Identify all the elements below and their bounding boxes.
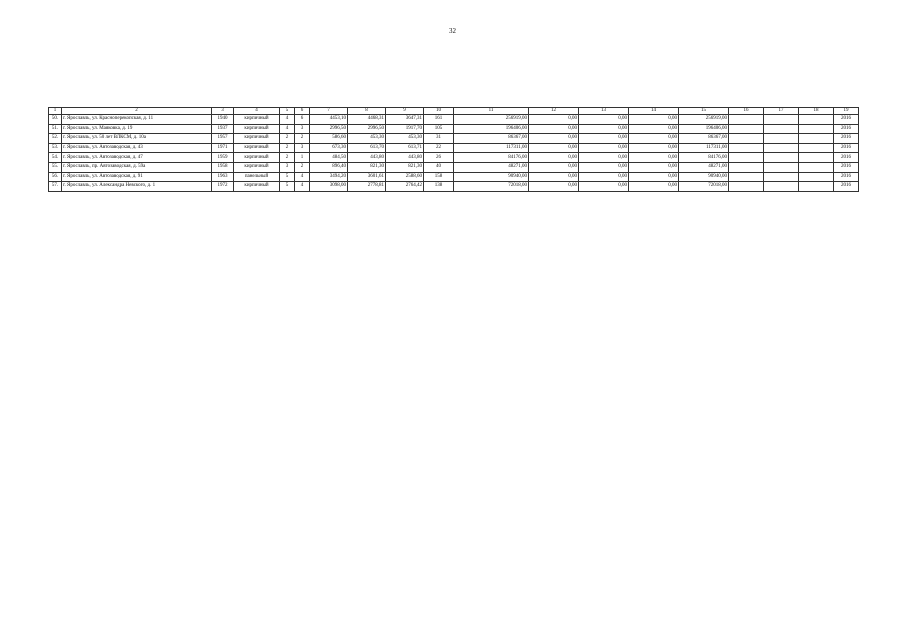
table-cell: 2 xyxy=(295,162,310,172)
table-cell: 2 xyxy=(280,143,295,153)
page-number: 32 xyxy=(449,27,456,35)
table-cell xyxy=(799,134,834,144)
table-cell: 2588,60 xyxy=(386,172,424,182)
table-cell: 54. xyxy=(49,153,62,163)
column-number-row xyxy=(49,108,859,115)
column-number: 6 xyxy=(295,108,310,115)
table-cell xyxy=(729,134,764,144)
column-number: 10 xyxy=(424,108,454,115)
table-cell: 2016 xyxy=(834,134,859,144)
table-cell: 84176,00 xyxy=(679,153,729,163)
table-cell: 0,00 xyxy=(629,172,679,182)
table-cell: 72018,00 xyxy=(679,182,729,192)
table-cell: 90940,00 xyxy=(454,172,529,182)
column-number: 2 xyxy=(62,108,212,115)
address-cell: г. Ярославль, ул. Красноперекопская, д. 11 xyxy=(62,115,212,125)
table-cell: 26 xyxy=(424,153,454,163)
table-cell: 453,30 xyxy=(348,134,386,144)
table-cell: 0,00 xyxy=(579,153,629,163)
table-cell: 117311,00 xyxy=(679,143,729,153)
table-cell: 1958 xyxy=(212,162,234,172)
table-cell: 0,00 xyxy=(629,124,679,134)
table-cell: 0,00 xyxy=(529,134,579,144)
table-cell: 0,00 xyxy=(629,134,679,144)
table-row xyxy=(49,182,859,192)
table-cell: 586,60 xyxy=(310,134,348,144)
table-cell: 0,00 xyxy=(529,115,579,125)
table-cell: 161 xyxy=(424,115,454,125)
table-cell: 0,00 xyxy=(579,143,629,153)
column-number: 19 xyxy=(834,108,859,115)
table-cell xyxy=(799,124,834,134)
table-cell: 256919,00 xyxy=(454,115,529,125)
table-cell: 56. xyxy=(49,172,62,182)
table-cell: 0,00 xyxy=(529,172,579,182)
table-cell: 4468,31 xyxy=(348,115,386,125)
table-cell: 3098,00 xyxy=(310,182,348,192)
table-cell: 0,00 xyxy=(629,182,679,192)
column-number: 13 xyxy=(579,108,629,115)
table-cell xyxy=(764,143,799,153)
table-cell: 4 xyxy=(295,182,310,192)
address-cell: г. Ярославль, ул. Маяковка, д. 19 xyxy=(62,124,212,134)
table-cell: 1917,70 xyxy=(386,124,424,134)
table-cell: 3 xyxy=(295,124,310,134)
table-cell: 1971 xyxy=(212,143,234,153)
column-number: 7 xyxy=(310,108,348,115)
table-cell xyxy=(799,182,834,192)
table-cell: 4453,10 xyxy=(310,115,348,125)
column-number: 15 xyxy=(679,108,729,115)
table-cell: 443,80 xyxy=(386,153,424,163)
table-row xyxy=(49,162,859,172)
column-number: 5 xyxy=(280,108,295,115)
table-cell: 2778,81 xyxy=(348,182,386,192)
address-cell: г. Ярославль, ул. 50 лет ВЛКСМ, д. 10а xyxy=(62,134,212,144)
column-number: 16 xyxy=(729,108,764,115)
housing-register-table xyxy=(48,107,859,192)
table-cell: 117311,00 xyxy=(454,143,529,153)
table-row xyxy=(49,124,859,134)
address-cell: г. Ярославль, пр. Автозаводская, д. 59а xyxy=(62,162,212,172)
table-cell: 2016 xyxy=(834,153,859,163)
table-cell: 2996,50 xyxy=(310,124,348,134)
table-cell: 2 xyxy=(295,134,310,144)
table-cell: 3 xyxy=(280,162,295,172)
table-cell: 484,50 xyxy=(310,153,348,163)
table-row xyxy=(49,172,859,182)
table-row xyxy=(49,143,859,153)
table-row xyxy=(49,115,859,125)
table-cell: 0,00 xyxy=(529,143,579,153)
table-cell: 40 xyxy=(424,162,454,172)
table-cell: 105 xyxy=(424,124,454,134)
table-cell: 1957 xyxy=(212,134,234,144)
table-cell: 0,00 xyxy=(579,124,629,134)
table-cell: 0,00 xyxy=(579,182,629,192)
table-cell xyxy=(799,162,834,172)
table-cell: кирпичный xyxy=(234,162,280,172)
table-cell xyxy=(729,172,764,182)
table-cell: 0,00 xyxy=(579,115,629,125)
table-cell xyxy=(764,124,799,134)
table-row xyxy=(49,134,859,144)
column-number: 14 xyxy=(629,108,679,115)
table-cell: 896,40 xyxy=(310,162,348,172)
table-cell: 613,70 xyxy=(348,143,386,153)
table-cell: 55. xyxy=(49,162,62,172)
column-number: 3 xyxy=(212,108,234,115)
table-cell: 1940 xyxy=(212,115,234,125)
column-number: 12 xyxy=(529,108,579,115)
table-cell: 0,00 xyxy=(629,143,679,153)
table-cell: 0,00 xyxy=(529,124,579,134)
table-cell: панельный xyxy=(234,172,280,182)
table-cell: 158 xyxy=(424,172,454,182)
table-cell: 138 xyxy=(424,182,454,192)
table-cell: 3601,61 xyxy=(348,172,386,182)
table-cell: 90940,00 xyxy=(679,172,729,182)
table-cell xyxy=(799,153,834,163)
table-cell: 1963 xyxy=(212,172,234,182)
table-cell xyxy=(729,115,764,125)
table-cell xyxy=(799,172,834,182)
table-cell xyxy=(729,124,764,134)
column-number: 18 xyxy=(799,108,834,115)
table-cell: 673,30 xyxy=(310,143,348,153)
table-cell: 3 xyxy=(295,143,310,153)
table-cell: 0,00 xyxy=(529,153,579,163)
table-cell: 0,00 xyxy=(529,162,579,172)
table-cell: 0,00 xyxy=(579,134,629,144)
table-cell: 50. xyxy=(49,115,62,125)
table-cell xyxy=(799,115,834,125)
table-cell xyxy=(764,153,799,163)
table-cell: 1959 xyxy=(212,153,234,163)
table-cell: 3494,20 xyxy=(310,172,348,182)
address-cell: г. Ярославль, ул. Автозаводская, д. 47 xyxy=(62,153,212,163)
table-cell: 0,00 xyxy=(629,153,679,163)
table-cell: 196406,00 xyxy=(679,124,729,134)
table-cell: 2764,42 xyxy=(386,182,424,192)
table-cell: 1937 xyxy=(212,124,234,134)
table-cell: 52. xyxy=(49,134,62,144)
column-number: 9 xyxy=(386,108,424,115)
table-cell: 2016 xyxy=(834,124,859,134)
table-cell: 2016 xyxy=(834,162,859,172)
table-cell: 48271,00 xyxy=(679,162,729,172)
address-cell: г. Ярославль, ул. Александра Невского, д. 1 xyxy=(62,182,212,192)
table-cell xyxy=(729,153,764,163)
table-cell: кирпичный xyxy=(234,143,280,153)
table-cell xyxy=(764,182,799,192)
column-number: 8 xyxy=(348,108,386,115)
table-cell: 4 xyxy=(280,124,295,134)
address-cell: г. Ярославль, ул. Автозаводская, д. 43 xyxy=(62,143,212,153)
table-cell: 31 xyxy=(424,134,454,144)
table-cell: 6 xyxy=(295,115,310,125)
column-number: 1 xyxy=(49,108,62,115)
table-cell: 4 xyxy=(280,115,295,125)
table-cell: 84176,00 xyxy=(454,153,529,163)
table-cell xyxy=(764,134,799,144)
table-cell xyxy=(799,143,834,153)
table-cell: 821,30 xyxy=(386,162,424,172)
table-cell: 821,30 xyxy=(348,162,386,172)
table-cell: 2016 xyxy=(834,115,859,125)
table-row xyxy=(49,153,859,163)
table-cell: кирпичный xyxy=(234,182,280,192)
table-cell: кирпичный xyxy=(234,124,280,134)
table-cell: 2016 xyxy=(834,182,859,192)
table-cell: 1972 xyxy=(212,182,234,192)
column-number: 4 xyxy=(234,108,280,115)
table-cell: 86367,00 xyxy=(454,134,529,144)
table-cell: 86367,00 xyxy=(679,134,729,144)
table-cell: 1 xyxy=(295,153,310,163)
table-cell: 5 xyxy=(280,182,295,192)
table-cell: 2 xyxy=(280,134,295,144)
table-cell: 48271,00 xyxy=(454,162,529,172)
table-cell: 22 xyxy=(424,143,454,153)
table-cell: 0,00 xyxy=(629,162,679,172)
table-cell: кирпичный xyxy=(234,115,280,125)
table-cell: 5 xyxy=(280,172,295,182)
table-cell: 0,00 xyxy=(529,182,579,192)
table-cell: 0,00 xyxy=(579,162,629,172)
table-cell: 2016 xyxy=(834,143,859,153)
table-cell xyxy=(764,115,799,125)
table-cell: 2996,50 xyxy=(348,124,386,134)
table-cell: 453,30 xyxy=(386,134,424,144)
address-cell: г. Ярославль, ул. Автозаводская, д. 91 xyxy=(62,172,212,182)
table-cell: 2016 xyxy=(834,172,859,182)
table-cell xyxy=(729,143,764,153)
table-cell: 0,00 xyxy=(629,115,679,125)
table-cell: 57. xyxy=(49,182,62,192)
table-cell: 72018,00 xyxy=(454,182,529,192)
table-cell: 3647,31 xyxy=(386,115,424,125)
column-number: 11 xyxy=(454,108,529,115)
table-cell: 0,00 xyxy=(579,172,629,182)
table-cell xyxy=(764,172,799,182)
table-cell: кирпичный xyxy=(234,134,280,144)
table-cell: 53. xyxy=(49,143,62,153)
table-cell: 196406,00 xyxy=(454,124,529,134)
table-cell: 4 xyxy=(295,172,310,182)
table-cell xyxy=(729,182,764,192)
table-cell: 613,71 xyxy=(386,143,424,153)
table-cell: 443,80 xyxy=(348,153,386,163)
table-cell: кирпичный xyxy=(234,153,280,163)
table-cell: 51. xyxy=(49,124,62,134)
column-number: 17 xyxy=(764,108,799,115)
table-cell xyxy=(729,162,764,172)
table-cell: 2 xyxy=(280,153,295,163)
table-cell xyxy=(764,162,799,172)
table-cell: 256919,00 xyxy=(679,115,729,125)
